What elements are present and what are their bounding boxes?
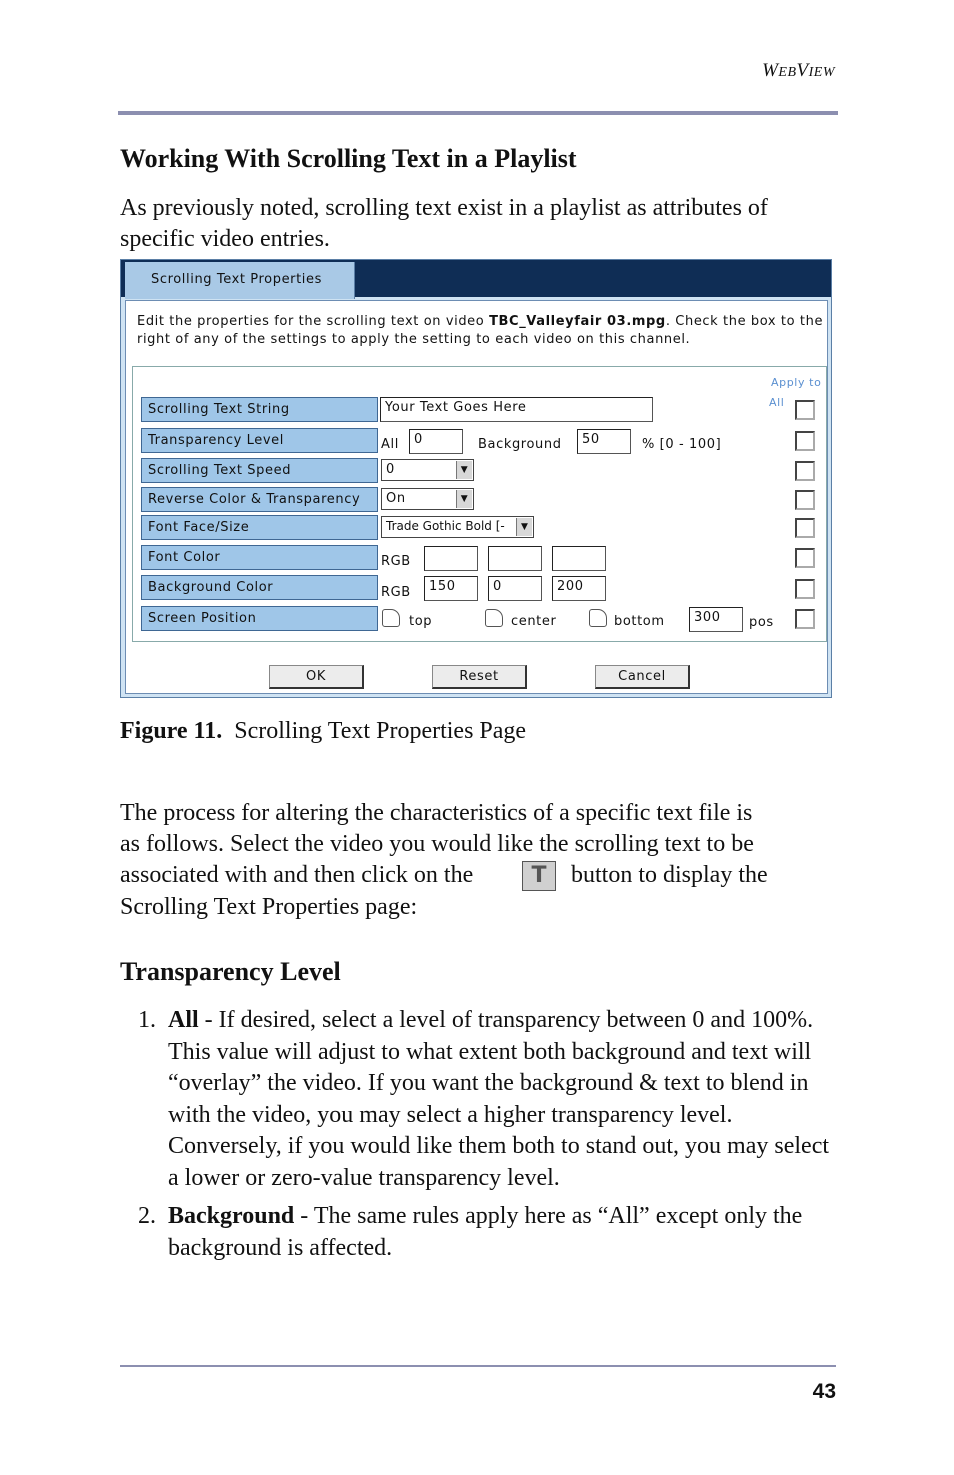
apply-all-checkbox-font-color[interactable]: [795, 548, 815, 568]
row-label-font-color: Font Color: [141, 545, 378, 570]
reset-button[interactable]: Reset: [432, 665, 527, 689]
apply-to-label: Apply to: [771, 376, 822, 389]
process-line-3a: associated with and then click on the: [120, 862, 474, 888]
scrolling-text-string-input[interactable]: Your Text Goes Here: [380, 397, 653, 422]
apply-all-checkbox-text-string[interactable]: [795, 400, 815, 420]
intro-paragraph: As previously noted, scrolling text exist in a playlist as attributes of specific video entries.: [120, 195, 768, 252]
page-number: 43: [812, 1380, 836, 1403]
position-center-label: center: [511, 614, 557, 629]
font-color-blue-input[interactable]: [552, 546, 606, 571]
font-color-rgb-label: RGB: [381, 554, 411, 569]
apply-all-checkbox-reverse[interactable]: [795, 490, 815, 510]
chevron-down-icon: ▼: [456, 461, 472, 479]
position-pos-label: pos: [749, 615, 774, 630]
row-label-font-face-size: Font Face/Size: [141, 515, 378, 540]
transparency-all-input[interactable]: 0: [409, 429, 463, 454]
row-label-scrolling-text-string: Scrolling Text String: [141, 397, 378, 422]
cancel-button[interactable]: Cancel: [595, 665, 690, 689]
chevron-down-icon: ▼: [516, 518, 532, 536]
transparency-background-label: Background: [478, 437, 562, 452]
header-rule: [118, 111, 838, 115]
apply-all-label: All: [769, 396, 785, 409]
text-t-icon: T: [531, 863, 547, 888]
section-title: Working With Scrolling Text in a Playlist: [120, 144, 577, 173]
figure-caption: Figure 11. Scrolling Text Properties Page: [120, 718, 527, 744]
transparency-background-input[interactable]: 50: [577, 429, 631, 454]
background-color-red-input[interactable]: 150: [424, 576, 478, 601]
list-item: 2. Background - The same rules apply here as “All” except only the background is affected.: [138, 1203, 803, 1261]
tab-scrolling-text-properties[interactable]: [125, 262, 355, 299]
position-top-radio[interactable]: [382, 609, 400, 627]
position-value-input[interactable]: 300: [689, 607, 743, 632]
transparency-range-label: % [0 - 100]: [642, 437, 722, 452]
background-color-rgb-label: RGB: [381, 585, 411, 600]
process-line-2: as follows. Select the video you would like the scrolling text to be: [120, 831, 754, 857]
process-line-1: The process for altering the characteristics of a specific text file is: [120, 800, 753, 826]
apply-all-checkbox-speed[interactable]: [795, 461, 815, 481]
properties-form: [125, 300, 828, 694]
running-head: WEBVIEW: [762, 60, 835, 81]
row-label-background-color: Background Color: [141, 575, 378, 600]
chevron-down-icon: ▼: [456, 490, 472, 508]
apply-all-checkbox-background-color[interactable]: [795, 579, 815, 599]
scrolling-speed-select[interactable]: 0 ▼: [381, 459, 474, 481]
row-label-transparency-level: Transparency Level: [141, 428, 378, 453]
list-item: 1. All - If desired, select a level of transparency between 0 and 100%. This value will adjust to what extent both background and text will “overlay” the video. If you want the background & text to blend in with the video, you may select a higher transparency level. Conversely, if you would like them both to stand out, you may select a lower or zero-value transparency level.: [138, 1007, 830, 1191]
form-description: Edit the properties for the scrolling text on video TBC_Valleyfair 03.mpg. Check the box to the right of any of the settings to apply the setting to each video on this channel.: [137, 314, 824, 347]
apply-all-checkbox-font-face[interactable]: [795, 518, 815, 538]
footer-rule: [120, 1365, 836, 1367]
process-line-4: Scrolling Text Properties page:: [120, 894, 418, 920]
row-label-scrolling-text-speed: Scrolling Text Speed: [141, 458, 378, 483]
position-bottom-radio[interactable]: [589, 609, 607, 627]
ok-button[interactable]: OK: [269, 665, 364, 689]
apply-all-checkbox-screen-position[interactable]: [795, 609, 815, 629]
row-label-screen-position: Screen Position: [141, 606, 378, 631]
process-line-3b: button to display the: [571, 862, 768, 888]
transparency-all-label: All: [381, 437, 399, 452]
video-filename: TBC_Valleyfair 03.mpg: [489, 314, 666, 329]
position-bottom-label: bottom: [614, 614, 665, 629]
background-color-blue-input[interactable]: 200: [552, 576, 606, 601]
position-center-radio[interactable]: [485, 609, 503, 627]
row-label-reverse-color: Reverse Color & Transparency: [141, 487, 378, 512]
settings-table: [132, 366, 827, 642]
section-title-transparency: Transparency Level: [120, 957, 341, 986]
font-color-red-input[interactable]: [424, 546, 478, 571]
position-top-label: top: [409, 614, 433, 629]
tab-label: Scrolling Text Properties: [151, 272, 322, 287]
font-color-green-input[interactable]: [488, 546, 542, 571]
scrolling-text-properties-screenshot: [120, 259, 832, 698]
transparency-list: [120, 1005, 840, 1271]
scrolling-text-button: [522, 861, 556, 891]
apply-all-checkbox-transparency[interactable]: [795, 431, 815, 451]
reverse-color-select[interactable]: On ▼: [381, 488, 474, 510]
background-color-green-input[interactable]: 0: [488, 576, 542, 601]
font-face-select[interactable]: Trade Gothic Bold [- ▼: [381, 516, 534, 538]
